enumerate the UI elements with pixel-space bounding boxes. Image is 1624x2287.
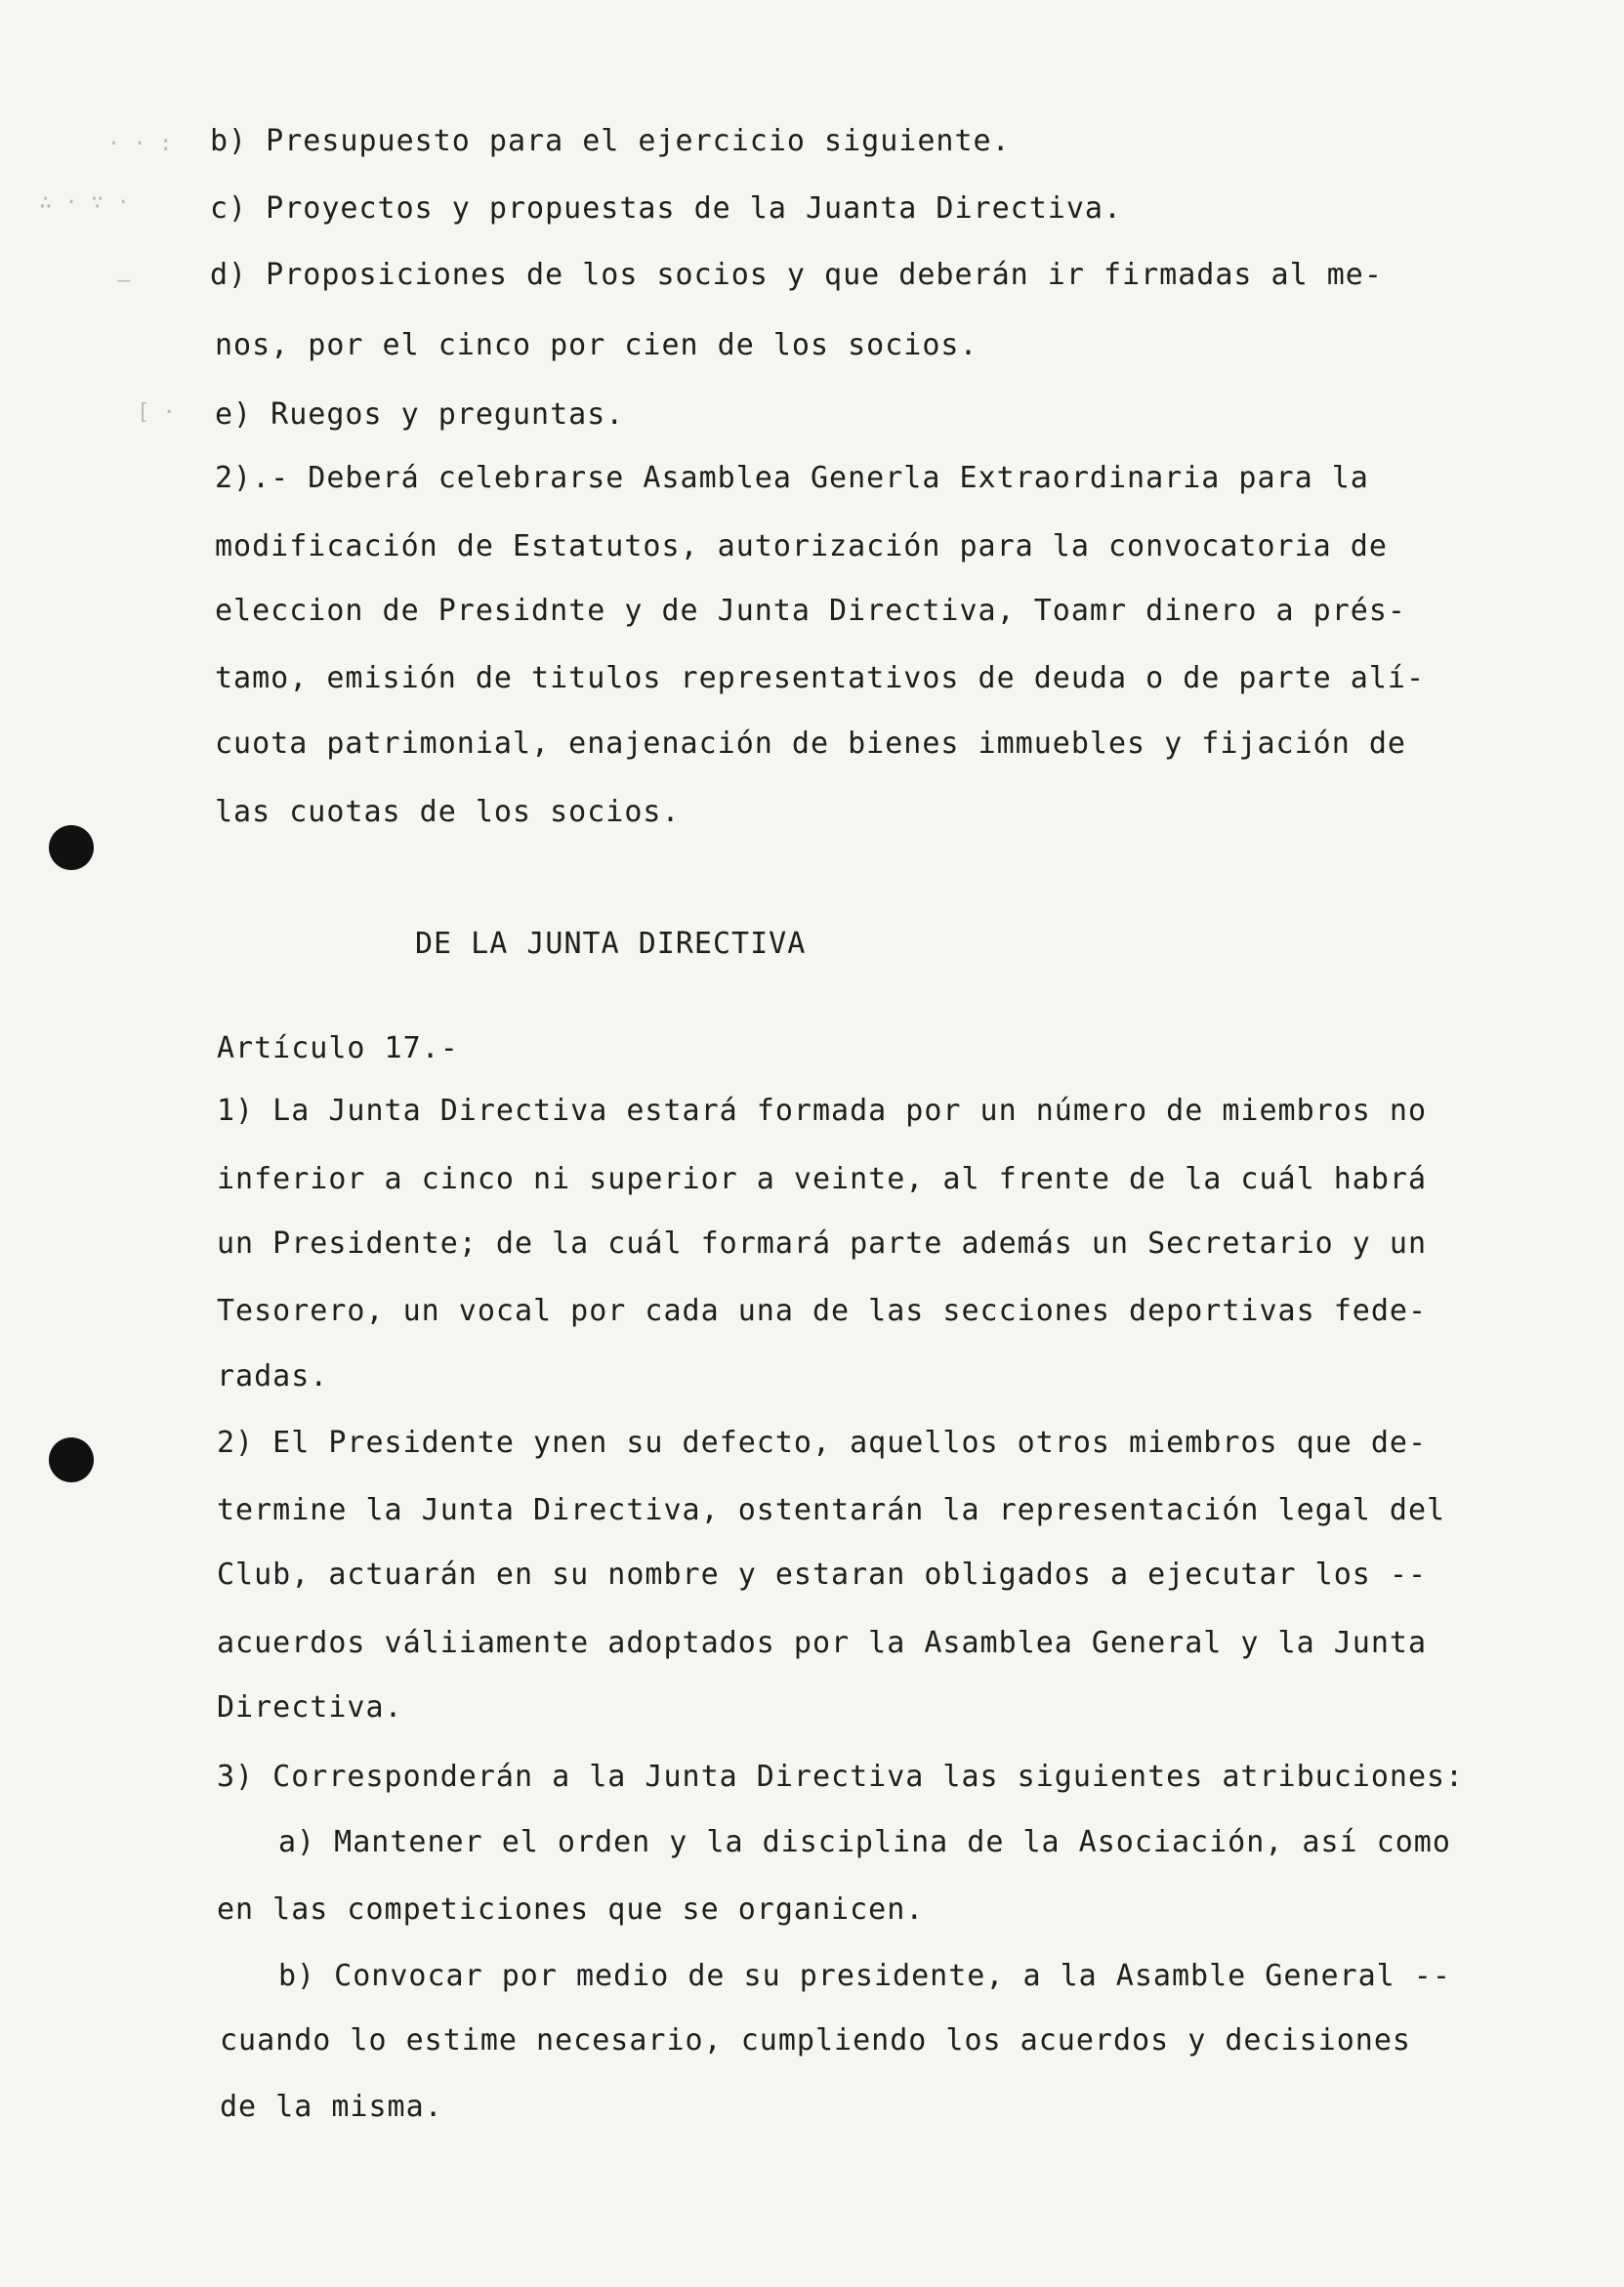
list-item-c-proyectos: c) Proyectos y propuestas de la Juanta Directiva. [210, 191, 1123, 226]
punch-hole-top [49, 825, 94, 870]
paragraph-2-line: tamo, emisión de titulos representativos de deuda o de parte alí- [215, 661, 1425, 695]
clause-3-item-b: de la misma. [220, 2090, 443, 2124]
clause-3-item-a: en las competiciones que se organicen. [217, 1892, 925, 1927]
clause-3-item-b: b) Convocar por medio de su presidente, a la Asamble General -- [278, 1959, 1451, 1993]
bleed-through-mark: [ · [137, 400, 176, 425]
paragraph-2-line: cuota patrimonial, enajenación de bienes immuebles y fijación de [215, 727, 1406, 761]
article-17-clause-2: 2) El Presidente ynen su defecto, aquellos otros miembros que de- [217, 1426, 1427, 1460]
article-17-clause-1: Tesorero, un vocal por cada una de las secciones deportivas fede- [217, 1294, 1427, 1328]
list-item-b-presupuesto: b) Presupuesto para el ejercicio siguiente. [210, 124, 1011, 158]
article-17-clause-1: un Presidente; de la cuál formará parte además un Secretario y un [217, 1227, 1427, 1261]
bleed-through-mark: ∴ · ∵ · [39, 190, 130, 215]
article-17-clause-1: 1) La Junta Directiva estará formada por un número de miembros no [217, 1094, 1427, 1128]
article-17-clause-2: acuerdos váliiamente adoptados por la Asamblea General y la Junta [217, 1626, 1427, 1660]
article-17-clause-3: 3) Corresponderán a la Junta Directiva las siguientes atribuciones: [217, 1760, 1465, 1794]
article-17-clause-2: termine la Junta Directiva, ostentarán la representación legal del [217, 1493, 1446, 1527]
section-heading: DE LA JUNTA DIRECTIVA [415, 927, 807, 961]
punch-hole-bottom [49, 1437, 94, 1482]
clause-3-item-a: a) Mantener el orden y la disciplina de la Asociación, así como [278, 1825, 1451, 1859]
article-title: Artículo 17.- [217, 1031, 459, 1065]
list-item-d-proposiciones: d) Proposiciones de los socios y que deberán ir firmadas al me- [210, 258, 1383, 292]
article-17-clause-2: Directiva. [217, 1690, 403, 1725]
paragraph-2-line: 2).- Deberá celebrarse Asamblea Generla Extraordinaria para la [215, 461, 1369, 495]
list-item-e-ruegos: e) Ruegos y preguntas. [215, 397, 625, 432]
paragraph-2-line: las cuotas de los socios. [215, 795, 681, 829]
paragraph-2-line: modificación de Estatutos, autorización para la convocatoria de [215, 529, 1388, 563]
list-item-d-continuation: nos, por el cinco por cien de los socios. [215, 328, 979, 362]
article-17-clause-1: inferior a cinco ni superior a veinte, al frente de la cuál habrá [217, 1162, 1427, 1196]
article-17-clause-2: Club, actuarán en su nombre y estaran obligados a ejecutar los -- [217, 1558, 1427, 1592]
paragraph-2-line: eleccion de Presidnte y de Junta Directiva, Toamr dinero a prés- [215, 594, 1406, 628]
article-17-clause-1: radas. [217, 1359, 329, 1393]
bleed-through-mark: · · : [107, 132, 173, 156]
clause-3-item-b: cuando lo estime necesario, cumpliendo los acuerdos y decisiones [220, 2023, 1411, 2058]
bleed-through-mark: – [117, 269, 131, 293]
